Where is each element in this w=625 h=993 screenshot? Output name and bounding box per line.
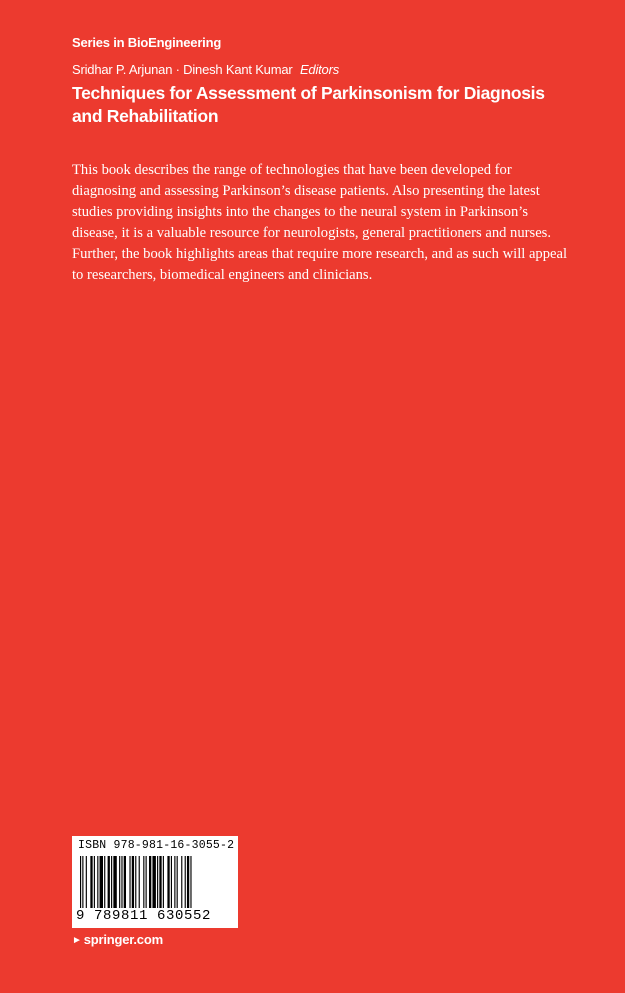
ean-digits: 9 789811 630552	[76, 908, 212, 924]
book-title: Techniques for Assessment of Parkinsonism for Diagnosis and Rehabilitation	[72, 83, 545, 126]
series-name: Series in BioEngineering	[72, 35, 222, 50]
editors-line	[72, 62, 339, 77]
publisher-url: springer.com	[83, 932, 163, 947]
editor-names: Sridhar P. Arjunan · Dinesh Kant Kumar	[72, 62, 293, 77]
book-description: This book describes the range of technologies that have been developed for diagnosing and assessing Parkinson’s disease patients. Also presenting the latest studies providing insights into the changes to the neural system in Parkinson’s disease, it is a valuable resource for neurologists, general practitioners and nurses. Further, the book highlights areas that require more research, and as such will appeal to researchers, biomedical engineers and clinicians.	[72, 162, 568, 283]
isbn-label: ISBN 978-981-16-3055-2	[78, 839, 235, 852]
isbn-barcode	[72, 836, 238, 928]
editors-role: Editors	[299, 62, 339, 77]
arrow-right-icon: ►	[72, 935, 82, 946]
publisher-link[interactable]	[72, 932, 163, 947]
